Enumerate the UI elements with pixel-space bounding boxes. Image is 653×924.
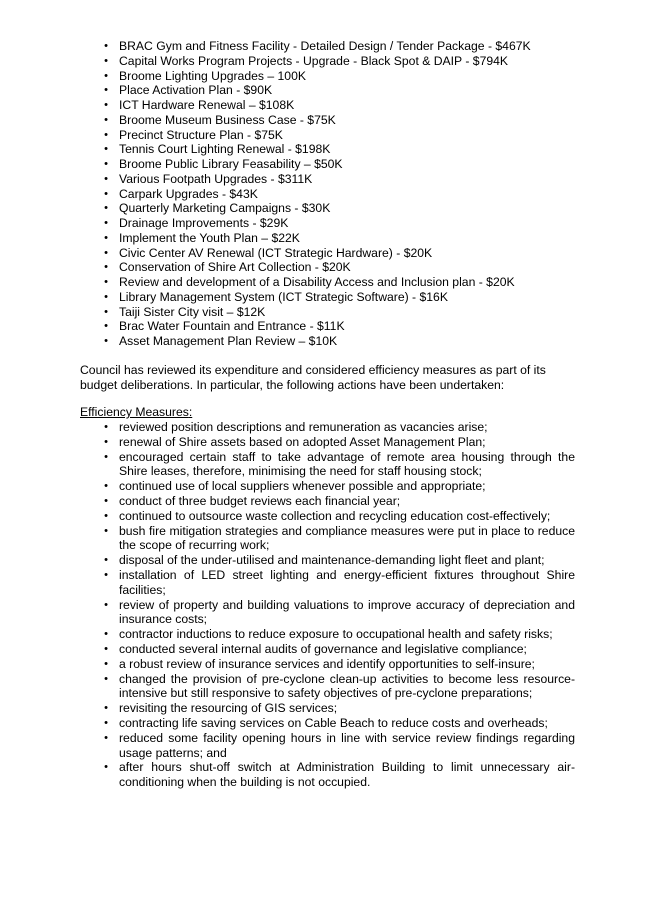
bullet-icon: • xyxy=(104,290,108,303)
efficiency-item xyxy=(98,598,575,628)
project-item-text: Broome Lighting Upgrades – 100K xyxy=(119,68,306,83)
efficiency-item-text: changed the provision of pre-cyclone clean-up activities to become less resource-intensive but still responsive to safety objectives of pre-cyclone preparations; xyxy=(119,671,575,701)
project-item xyxy=(98,98,568,113)
bullet-icon: • xyxy=(104,480,108,493)
efficiency-item xyxy=(98,435,575,450)
efficiency-item-text: review of property and building valuations to improve accuracy of depreciation and insurance costs; xyxy=(119,597,575,627)
bullet-icon: • xyxy=(104,128,108,141)
project-item-text: Implement the Youth Plan – $22K xyxy=(119,230,300,245)
efficiency-item xyxy=(98,731,575,761)
bullet-icon: • xyxy=(104,494,108,507)
bullet-icon: • xyxy=(104,435,108,448)
project-item-text: Review and development of a Disability Access and Inclusion plan - $20K xyxy=(119,275,515,289)
project-item-text: Capital Works Program Projects - Upgrade - Black Spot & DAIP - $794K xyxy=(119,53,509,68)
efficiency-item-text: contractor inductions to reduce exposure to occupational health and safety risks; xyxy=(119,627,553,642)
efficiency-heading xyxy=(80,405,192,420)
project-item-text: Quarterly Marketing Campaigns - $30K xyxy=(119,201,331,216)
project-item xyxy=(98,334,568,349)
efficiency-item xyxy=(98,672,575,702)
project-item xyxy=(98,172,568,187)
efficiency-item xyxy=(98,420,575,435)
project-item xyxy=(98,142,568,157)
bullet-icon: • xyxy=(104,84,108,97)
project-item xyxy=(98,39,568,54)
efficiency-item-text: contracting life saving services on Cable Beach to reduce costs and overheads; xyxy=(119,715,548,730)
bullet-icon: • xyxy=(104,54,108,67)
project-item-text: Broome Public Library Feasability – $50K xyxy=(119,157,343,171)
project-item-text: Place Activation Plan - $90K xyxy=(119,83,273,98)
project-item xyxy=(98,69,568,84)
bullet-icon: • xyxy=(104,672,108,685)
bullet-icon: • xyxy=(104,320,108,333)
efficiency-item-text: renewal of Shire assets based on adopted Asset Management Plan; xyxy=(119,434,486,449)
efficiency-item xyxy=(98,760,575,790)
project-item-text: Brac Water Fountain and Entrance - $11K xyxy=(119,319,345,334)
project-item xyxy=(98,54,568,69)
bullet-icon: • xyxy=(104,187,108,200)
efficiency-item xyxy=(98,657,575,672)
efficiency-item-text: disposal of the under-utilised and maintenance-demanding light fleet and plant; xyxy=(119,553,545,568)
efficiency-item-text: revisiting the resourcing of GIS services; xyxy=(119,701,338,716)
bullet-icon: • xyxy=(104,716,108,729)
project-item xyxy=(98,157,568,172)
bullet-icon: • xyxy=(104,568,108,581)
project-item-text: Library Management System (ICT Strategic Software) - $16K xyxy=(119,289,448,304)
bullet-icon: • xyxy=(104,554,108,567)
project-item xyxy=(98,275,568,290)
bullet-icon: • xyxy=(104,731,108,744)
efficiency-item-text: reviewed position descriptions and remuneration as vacancies arise; xyxy=(119,420,488,434)
project-item xyxy=(98,319,568,334)
project-item xyxy=(98,187,568,202)
efficiency-item xyxy=(98,642,575,657)
efficiency-item-text: after hours shut-off switch at Administration Building to limit unnecessary air-conditioning when the building is not occupied. xyxy=(119,760,575,790)
bullet-icon: • xyxy=(104,642,108,655)
efficiency-item xyxy=(98,568,575,598)
bullet-icon: • xyxy=(104,202,108,215)
bullet-icon: • xyxy=(104,246,108,259)
efficiency-item-text: conduct of three budget reviews each financial year; xyxy=(119,493,401,508)
efficiency-list xyxy=(98,420,575,790)
bullet-icon: • xyxy=(104,305,108,318)
project-item-text: Broome Museum Business Case - $75K xyxy=(119,112,336,127)
bullet-icon: • xyxy=(104,261,108,274)
efficiency-item-text: conducted several internal audits of governance and legislative compliance; xyxy=(119,641,527,656)
project-item xyxy=(98,113,568,128)
bullet-icon: • xyxy=(104,450,108,463)
project-item-text: Various Footpath Upgrades - $311K xyxy=(119,171,313,186)
bullet-icon: • xyxy=(104,509,108,522)
project-item-text: BRAC Gym and Fitness Facility - Detailed Design / Tender Package - $467K xyxy=(119,39,531,53)
efficiency-item xyxy=(98,494,575,509)
project-item xyxy=(98,201,568,216)
efficiency-item xyxy=(98,509,575,524)
project-item xyxy=(98,231,568,246)
project-item xyxy=(98,305,568,320)
bullet-icon: • xyxy=(104,524,108,537)
project-item-text: Drainage Improvements - $29K xyxy=(119,216,289,230)
project-item xyxy=(98,83,568,98)
project-item-text: Taiji Sister City visit – $12K xyxy=(119,304,266,319)
efficiency-item xyxy=(98,450,575,480)
project-item-text: Asset Management Plan Review – $10K xyxy=(119,334,338,348)
bullet-icon: • xyxy=(104,158,108,170)
project-item-text: Tennis Court Lighting Renewal - $198K xyxy=(119,142,331,157)
efficiency-item-text: encouraged certain staff to take advantage of remote area housing through the Shire leases, therefore, minimising the need for staff housing stock; xyxy=(119,449,575,479)
efficiency-item xyxy=(98,716,575,731)
bullet-icon: • xyxy=(104,761,108,774)
efficiency-item xyxy=(98,701,575,716)
project-item-text: ICT Hardware Renewal – $108K xyxy=(119,98,295,112)
efficiency-heading-colon: : xyxy=(188,405,193,419)
bullet-icon: • xyxy=(104,598,108,611)
project-item xyxy=(98,216,568,231)
efficiency-item-text: continued to outsource waste collection and recycling education cost-effectively; xyxy=(119,508,551,523)
bullet-icon: • xyxy=(104,143,108,156)
project-item-text: Conservation of Shire Art Collection - $20K xyxy=(119,260,351,275)
efficiency-item-text: continued use of local suppliers whenever possible and appropriate; xyxy=(119,479,486,494)
efficiency-item-text: reduced some facility opening hours in line with service review findings regarding usage patterns; and xyxy=(119,730,575,760)
bullet-icon: • xyxy=(104,69,108,82)
project-list xyxy=(98,39,568,349)
bullet-icon: • xyxy=(104,702,108,715)
bullet-icon: • xyxy=(104,421,108,433)
project-item xyxy=(98,290,568,305)
project-item xyxy=(98,246,568,261)
bullet-icon: • xyxy=(104,657,108,670)
bullet-icon: • xyxy=(104,113,108,126)
efficiency-item-text: bush fire mitigation strategies and compliance measures were put in place to reduce the scope of recurring work; xyxy=(119,523,575,553)
efficiency-item-text: installation of LED street lighting and energy-efficient fixtures throughout Shire facilities; xyxy=(119,567,575,597)
project-item xyxy=(98,260,568,275)
efficiency-item xyxy=(98,479,575,494)
efficiency-item xyxy=(98,553,575,568)
bullet-icon: • xyxy=(104,172,108,185)
project-item-text: Civic Center AV Renewal (ICT Strategic Hardware) - $20K xyxy=(119,245,433,260)
project-item-text: Precinct Structure Plan - $75K xyxy=(119,127,283,142)
intro-paragraph: Council has reviewed its expenditure and considered efficiency measures as part of its budget deliberations. In particular, the following actions have been undertaken: xyxy=(80,363,546,392)
project-item-text: Carpark Upgrades - $43K xyxy=(119,186,258,201)
efficiency-heading-text: Efficiency Measures xyxy=(80,405,189,419)
bullet-icon: • xyxy=(104,40,108,52)
efficiency-item-text: a robust review of insurance services and identify opportunities to self-insure; xyxy=(119,656,535,671)
efficiency-item xyxy=(98,524,575,554)
efficiency-item xyxy=(98,627,575,642)
bullet-icon: • xyxy=(104,335,108,347)
bullet-icon: • xyxy=(104,276,108,288)
bullet-icon: • xyxy=(104,231,108,244)
bullet-icon: • xyxy=(104,217,108,229)
bullet-icon: • xyxy=(104,99,108,111)
project-item xyxy=(98,128,568,143)
bullet-icon: • xyxy=(104,628,108,641)
